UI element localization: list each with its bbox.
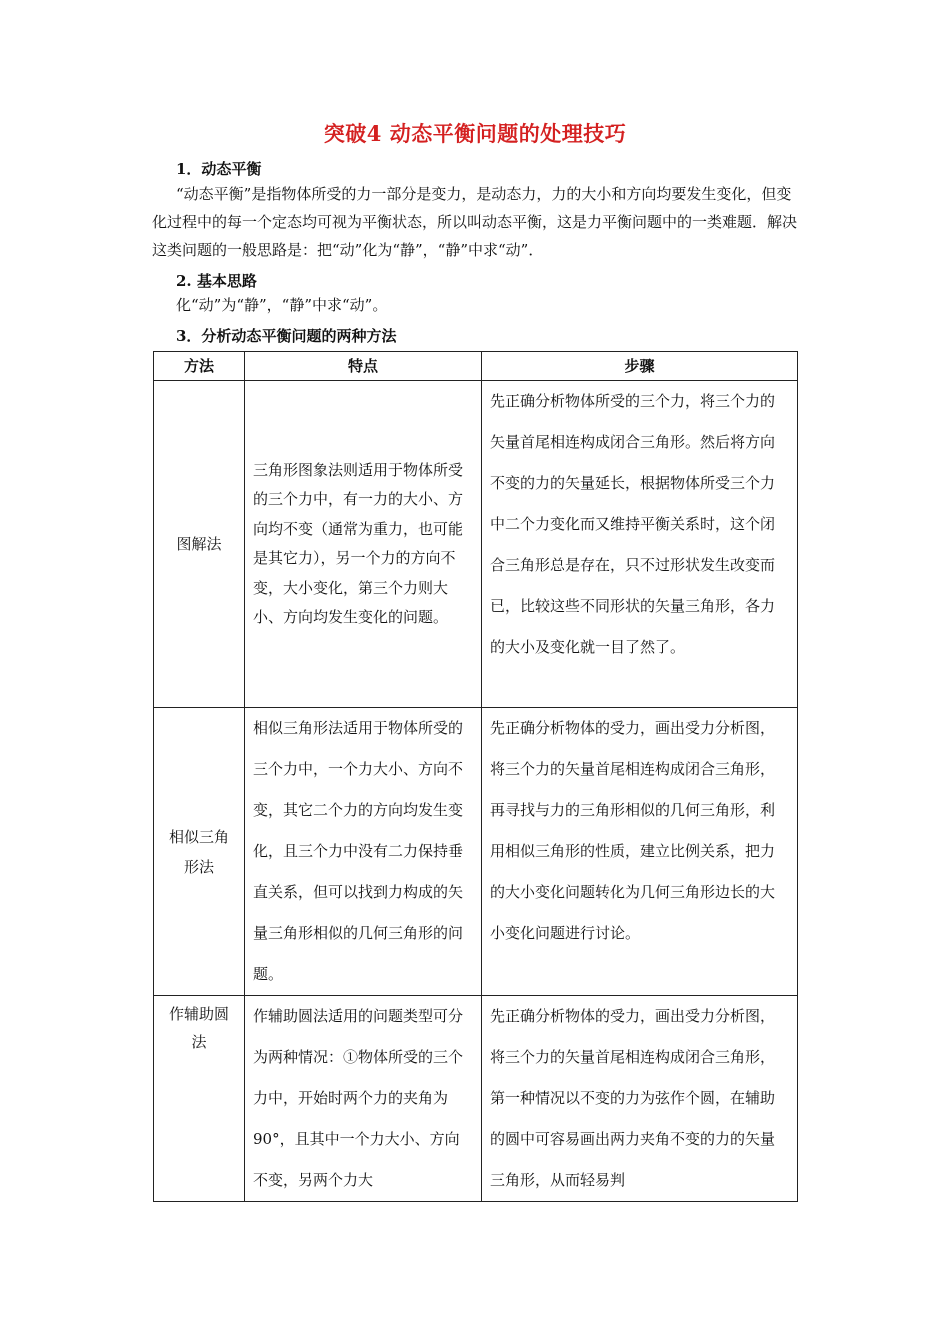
table-header-row [154,352,798,381]
steps-cell: 先正确分析物体的受力，画出受力分析图，将三个力的矢量首尾相连构成闭合三角形，第一种情况以不变的力为弦作个圆，在辅助的圆中可容易画出两力夹角不变的力的矢量三角形，从而轻易判 [482,996,798,1202]
page-title: 突破4 动态平衡问题的处理技巧 [323,121,627,146]
header-steps: 步骤 [482,352,798,381]
method-cell: 相似三角形法 [154,708,245,996]
methods-table [153,351,798,1202]
table-row [154,708,798,996]
header-feature: 特点 [245,352,482,381]
feature-cell: 相似三角形法适用于物体所受的三个力中，一个力大小、方向不变，其它二个力的方向均发生变化，且三个力中没有二力保持垂直关系，但可以找到力构成的矢量三角形相似的几何三角形的问题。 [245,708,482,996]
method-cell: 图解法 [154,381,245,708]
section-3-heading: 3．分析动态平衡问题的两种方法 [176,327,397,345]
section-1-heading: 1．动态平衡 [176,160,262,178]
header-method: 方法 [154,352,245,381]
method-cell: 作辅助圆法 [154,996,245,1202]
table-row [154,381,798,708]
steps-cell: 先正确分析物体的受力，画出受力分析图，将三个力的矢量首尾相连构成闭合三角形，再寻找与力的三角形相似的几何三角形，利用相似三角形的性质，建立比例关系，把力的大小变化问题转化为几何三角形边长的大小变化问题进行讨论。 [482,708,798,996]
section-2-text: 化“动”为“静”，“静”中求“动”。 [176,296,388,314]
steps-cell: 先正确分析物体所受的三个力，将三个力的矢量首尾相连构成闭合三角形。然后将方向不变的力的矢量延长，根据物体所受三个力中二个力变化而又维持平衡关系时，这个闭合三角形总是存在，只不过形状发生改变而已，比较这些不同形状的矢量三角形，各力的大小及变化就一目了然了。 [482,381,798,708]
feature-cell: 三角形图象法则适用于物体所受的三个力中，有一力的大小、方向均不变（通常为重力，也可能是其它力），另一个力的方向不变，大小变化，第三个力则大小、方向均发生变化的问题。 [245,381,482,708]
table-row [154,996,798,1202]
feature-cell: 作辅助圆法适用的问题类型可分为两种情况：①物体所受的三个力中，开始时两个力的夹角为90°，且其中一个力大小、方向不变，另两个力大 [245,996,482,1202]
section-1-text: “动态平衡”是指物体所受的力一部分是变力，是动态力，力的大小和方向均要发生变化，但变化过程中的每一个定态均可视为平衡状态，所以叫动态平衡，这是力平衡问题中的一类难题．解决这类问题的一般思路是：把“动”化为“静”，“静”中求“动”． [152,185,798,259]
section-2-heading: 2. 基本思路 [176,272,257,290]
